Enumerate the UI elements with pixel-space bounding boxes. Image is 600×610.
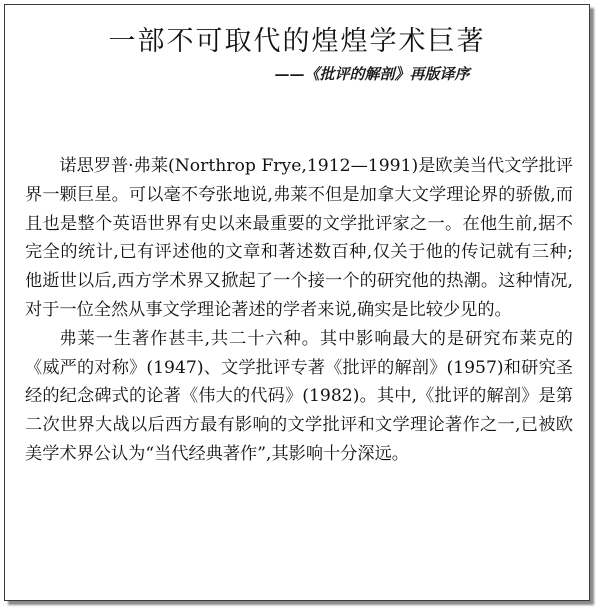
document-subtitle: ——《批评的解剖》再版译序 — [274, 65, 470, 83]
body-text — [25, 152, 573, 469]
document-title: 一部不可取代的煌煌学术巨著 — [108, 26, 486, 57]
page-frame — [4, 4, 590, 601]
paragraph-2: 弗莱一生著作甚丰,共二十六种。其中影响最大的是研究布莱克的《威严的对称》(1947)、文学批评专著《批评的解剖》(1957)和研究圣经的纪念碑式的论著《伟大的代码》(1982)。其中,《批评的解剖》是第二次世界大战以后西方最有影响的文学批评和文学理论著作之一,已被欧美学术界公认为“当代经典著作”,其影响十分深远。 — [25, 328, 573, 464]
paragraph-1: 诺思罗普·弗莱(Northrop Frye,1912—1991)是欧美当代文学批评界一颗巨星。可以毫不夸张地说,弗莱不但是加拿大文学理论界的骄傲,而且也是整个英语世界有史以来最重要的文学批评家之一。在他生前,据不完全的统计,已有评述他的文章和著述数百种,仅关于他的传记就有三种;他逝世以后,西方学术界又掀起了一个接一个的研究他的热潮。这种情况,对于一位全然从事文学理论著述的学者来说,确实是比较少见的。 — [25, 156, 573, 320]
